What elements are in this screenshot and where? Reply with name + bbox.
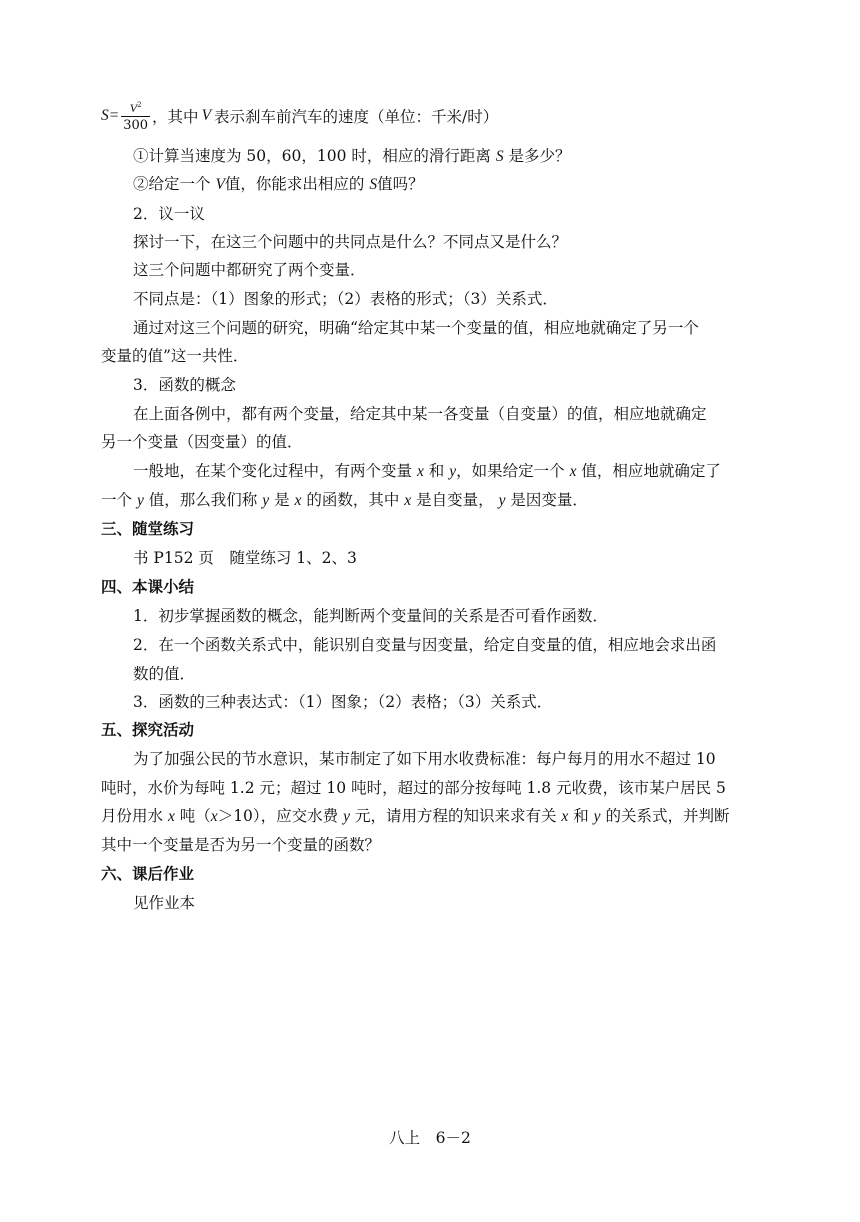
p2-f: 值，那么我们称 (148, 491, 258, 509)
question-2 (133, 174, 424, 195)
p2-y1: y (449, 463, 457, 480)
l3-x3: x (561, 808, 569, 825)
discuss-question: 探讨一下，在这三个问题中的共同点是什么？不同点又是什么？ (133, 233, 568, 251)
p2-d: 值，相应地就确定了 (581, 462, 721, 480)
discuss-summary-1: 通过对这三个问题的研究，明确“给定其中某一个变量的值，相应地就确定了另一个 (133, 319, 699, 337)
p2-e: 一个 (101, 491, 133, 509)
summary-item-1: 1．初步掌握函数的概念，能判断两个变量间的关系是否可看作函数． (133, 607, 608, 625)
formula-lhs: S= (101, 107, 120, 124)
concept-paragraph-2-line-2 (101, 490, 588, 511)
concept-paragraph-2-line-1 (133, 461, 721, 482)
section-3-text: 书 P152 页 随堂练习 1、2、3 (133, 549, 357, 567)
summary-item-2-line-1: 2．在一个函数关系式中，能识别自变量与因变量，给定自变量的值，相应地会求出函 (133, 636, 717, 654)
l3-x1: x (167, 808, 175, 825)
numerator-var: V (129, 101, 138, 115)
formula-tail-prefix: ，其中 (152, 108, 199, 126)
q1-suffix: 是多少？ (508, 147, 571, 165)
explore-line-3 (101, 806, 730, 827)
numerator-exponent: 2 (137, 101, 142, 109)
l3-y2: y (593, 808, 601, 825)
p2-x4: x (404, 492, 412, 509)
explore-line-4: 其中一个变量是否为另一个变量的函数？ (101, 836, 381, 854)
l3-b: 吨（ (179, 807, 211, 825)
p2-g: 是 (274, 491, 290, 509)
concept-title: 3．函数的概念 (133, 376, 236, 394)
q2-var1: V (215, 176, 225, 193)
q2-prefix: ②给定一个 (133, 175, 211, 193)
q2-suffix: 值吗？ (377, 175, 424, 193)
l3-a: 月份用水 (101, 807, 164, 825)
p2-y2: y (136, 492, 144, 509)
p2-x2: x (569, 463, 577, 480)
l3-y1: y (343, 808, 350, 825)
l3-f: 的关系式，并判断 (605, 807, 730, 825)
section-4-title: 四、本课小结 (101, 578, 195, 596)
section-5-title: 五、探究活动 (101, 721, 195, 739)
explore-line-2: 吨时，水价为每吨 1.2 元；超过 10 吨时，超过的部分按每吨 1.8 元收费，该市某户居民 5 (101, 779, 726, 797)
section-6-title: 六、课后作业 (101, 865, 195, 883)
q2-middle: 值，你能求出相应的 (224, 175, 365, 193)
q1-var: S (495, 148, 504, 165)
p2-h: 的函数，其中 (306, 491, 400, 509)
formula-denominator: 300 (123, 118, 149, 133)
l3-c: ＞10），应交水费 (217, 807, 339, 825)
p2-x1: x (416, 463, 424, 480)
concept-paragraph-1-line-2: 另一个变量（因变量）的值． (101, 433, 303, 451)
discuss-difference: 不同点是：（1）图象的形式；（2）表格的形式；（3）关系式． (133, 290, 558, 308)
summary-item-3: 3．函数的三种表达式：（1）图象；（2）表格；（3）关系式． (133, 693, 553, 711)
concept-paragraph-1-line-1: 在上面各例中，都有两个变量，给定其中某一各变量（自变量）的值，相应地就确定 (133, 405, 707, 423)
discuss-common: 这三个问题中都研究了两个变量． (133, 261, 366, 279)
page-footer: 八上 6－2 (389, 1129, 471, 1147)
p2-c: ，如果给定一个 (456, 462, 565, 480)
q2-var2: S (369, 176, 378, 193)
p2-b: 和 (428, 462, 445, 480)
formula-tail-var: V (201, 107, 212, 124)
summary-item-2-line-2: 数的值． (133, 665, 196, 683)
p2-x3: x (294, 492, 302, 509)
homework-text: 见作业本 (133, 894, 196, 912)
section-3-title: 三、随堂练习 (101, 520, 195, 538)
question-1 (133, 146, 571, 167)
formula-tail-suffix: 表示刹车前汽车的速度（单位：千米/时） (214, 108, 499, 126)
q1-prefix: ①计算当速度为 50，60，100 时，相应的滑行距离 (133, 147, 491, 165)
p2-j: 是因变量． (510, 491, 588, 509)
speed-formula (101, 94, 498, 138)
discuss-title: 2．议一议 (133, 205, 205, 223)
p2-i: 是自变量， (416, 491, 494, 509)
discuss-summary-2: 变量的值”这一共性． (101, 347, 249, 365)
l3-e: 和 (573, 807, 589, 825)
formula-numerator (126, 97, 146, 116)
explore-line-1: 为了加强公民的节水意识，某市制定了如下用水收费标准：每户每月的用水不超过 10 (133, 750, 716, 768)
l3-d: 元，请用方程的知识来求有关 (354, 807, 557, 825)
p2-y3: y (262, 492, 270, 509)
p2-y4: y (498, 492, 506, 509)
l3-x2: x (210, 808, 218, 825)
formula-fraction (121, 97, 150, 135)
p2-a: 一般地，在某个变化过程中，有两个变量 (133, 462, 413, 480)
